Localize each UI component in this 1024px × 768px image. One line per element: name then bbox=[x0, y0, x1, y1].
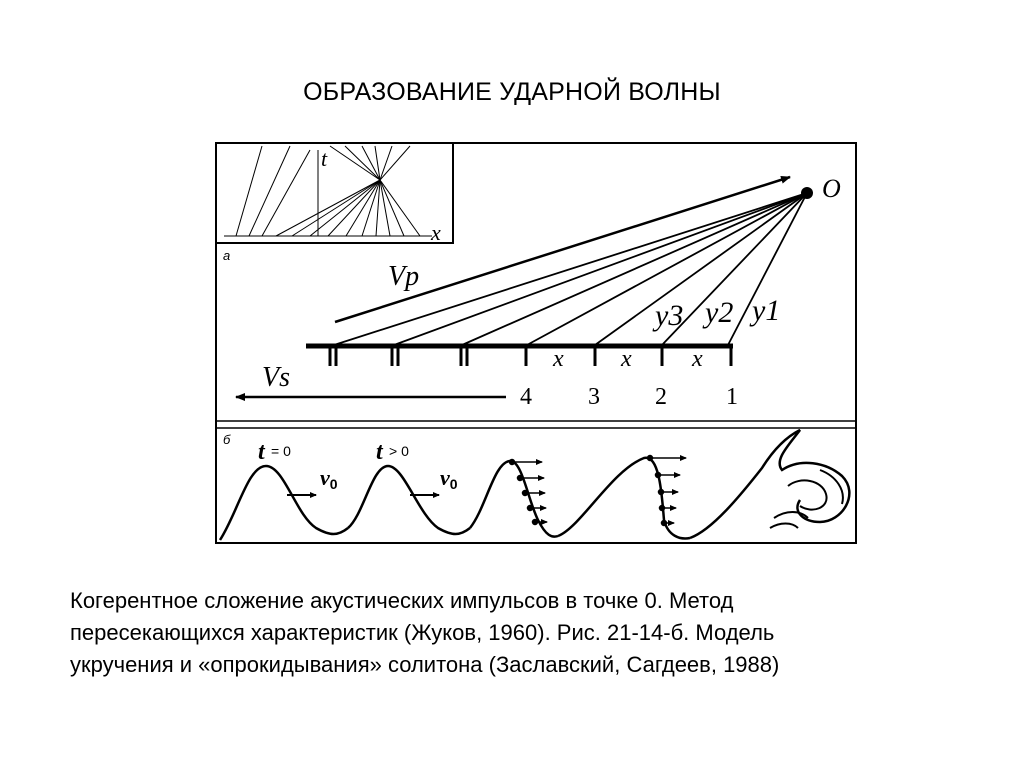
velocity-label bbox=[440, 465, 458, 492]
slide-title: ОБРАЗОВАНИЕ УДАРНОЙ ВОЛНЫ bbox=[303, 78, 721, 106]
wave-profile bbox=[470, 461, 558, 537]
panel-a-label: а bbox=[223, 248, 231, 263]
velocity-subscript: 0 bbox=[329, 476, 338, 492]
ray-label-y1: y1 bbox=[752, 294, 781, 327]
t-label: t bbox=[376, 439, 383, 465]
figure-frame bbox=[216, 143, 856, 543]
caption-line: пересекающихся характеристик (Жуков, 1960). Рис. 21-14-б. Модель bbox=[70, 620, 775, 645]
spacing-label: x bbox=[621, 346, 632, 372]
ray-label-y2: y2 bbox=[705, 296, 734, 329]
panel-b bbox=[220, 430, 849, 540]
inset-t-label: t bbox=[321, 146, 328, 171]
source-numbers bbox=[520, 384, 738, 410]
source-number: 3 bbox=[588, 384, 600, 410]
source-number: 2 bbox=[655, 384, 667, 410]
caption-line: Когерентное сложение акустических импульсов в точке 0. Метод bbox=[70, 588, 734, 613]
spacing-labels bbox=[552, 346, 703, 372]
particle-velocity-arrows bbox=[648, 456, 687, 526]
panel-b-label: б bbox=[223, 432, 231, 447]
inset-characteristics bbox=[236, 146, 420, 236]
ray-label-y3: y3 bbox=[655, 299, 684, 332]
velocity-label bbox=[320, 465, 338, 492]
spacing-label: x bbox=[553, 346, 564, 372]
t-label: t bbox=[258, 439, 265, 465]
velocity-symbol: v bbox=[440, 465, 450, 490]
vs-label: Vs bbox=[262, 362, 290, 393]
source-number: 4 bbox=[520, 384, 532, 410]
source-number: 1 bbox=[726, 384, 738, 410]
breaking-wave bbox=[690, 430, 849, 538]
wave-profile bbox=[558, 458, 690, 539]
characteristics-inset bbox=[216, 143, 453, 245]
velocity-subscript: 0 bbox=[449, 476, 458, 492]
t-condition: = 0 bbox=[271, 443, 291, 459]
velocity-symbol: v bbox=[320, 465, 330, 490]
source-markers bbox=[330, 346, 731, 366]
t-condition: > 0 bbox=[389, 443, 409, 459]
vp-label: Vp bbox=[388, 261, 420, 292]
inset-x-label: x bbox=[431, 220, 441, 245]
ray-labels bbox=[652, 294, 780, 332]
point-o-label: O bbox=[822, 174, 841, 203]
spacing-label: x bbox=[692, 346, 703, 372]
caption bbox=[70, 585, 970, 681]
caption-line: укручения и «опрокидывания» солитона (Заславский, Сагдеев, 1988) bbox=[70, 652, 780, 677]
inset-frame bbox=[216, 143, 453, 243]
panel-a bbox=[216, 143, 841, 410]
